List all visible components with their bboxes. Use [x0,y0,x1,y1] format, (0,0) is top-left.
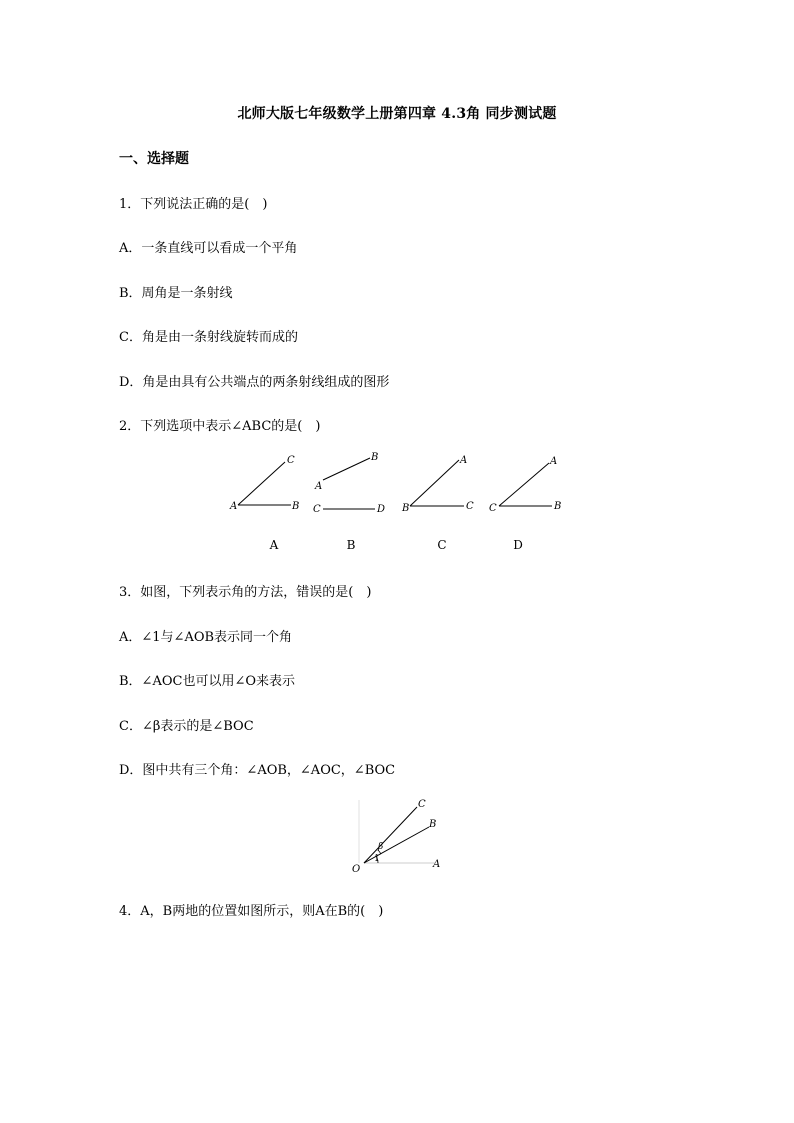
figure-caption-a: A [269,538,279,552]
section-heading: 一、选择题 [119,151,189,167]
figure-d-label-b: B [554,501,562,512]
question-3-option-b: B．∠AOC也可以用∠O来表示 [119,674,295,689]
figure-caption-b: B [346,538,356,552]
question-1-option-d: D．角是由具有公共端点的两条射线组成的图形 [119,375,390,390]
document-title: 北师大版七年级数学上册第四章 4.3角 同步测试题 [237,106,557,122]
label-o: O [352,864,361,875]
question-1-option-a: A．一条直线可以看成一个平角 [119,241,298,256]
question-2-stem: 2．下列选项中表示∠ABC的是( ) [119,419,321,434]
question-3-option-d: D．图中共有三个角：∠AOB，∠AOC，∠BOC [119,763,396,778]
question-1-option-b: B．周角是一条射线 [119,286,233,301]
figure-b-label-a: A [315,481,323,492]
question-3-angle-figure [345,795,465,880]
figure-b-label-c: C [313,504,321,515]
figure-a-label-a: A [230,501,238,512]
label-b: B [429,819,437,830]
question-1-option-c: C．角是由一条射线旋转而成的 [119,330,298,345]
question-3-stem: 3．如图，下列表示角的方法，错误的是( ) [119,585,372,600]
question-3-option-a: A．∠1与∠AOB表示同一个角 [119,630,293,645]
figure-b-segments [313,452,385,515]
figure-c-label-a: A [460,455,468,466]
question-3-option-c: C．∠β表示的是∠BOC [119,719,254,734]
figure-d-label-c: C [489,503,497,514]
figure-c-angle [401,455,474,514]
figure-caption-c: C [437,538,447,552]
figure-d-angle [489,456,561,514]
label-a: A [433,859,441,870]
label-c: C [418,799,426,810]
figure-d-label-a: A [550,456,558,467]
figure-a-label-b: B [292,501,300,512]
ray-oc [364,807,417,863]
label-1: 1 [374,854,380,864]
figure-caption-d: D [513,538,523,552]
figure-b-label-b: B [371,452,379,463]
figure-c-label-c: C [466,501,474,512]
figure-b-label-d: D [377,504,386,515]
figure-a-label-c: C [287,455,295,466]
question-1-stem: 1．下列说法正确的是( ) [119,197,268,212]
question-2-figures [0,448,794,528]
label-beta: β [378,842,384,852]
figure-a-angle [229,455,299,512]
figure-c-label-b: B [402,503,410,514]
question-4-stem: 4．A，B两地的位置如图所示，则A在B的( ) [119,904,384,919]
